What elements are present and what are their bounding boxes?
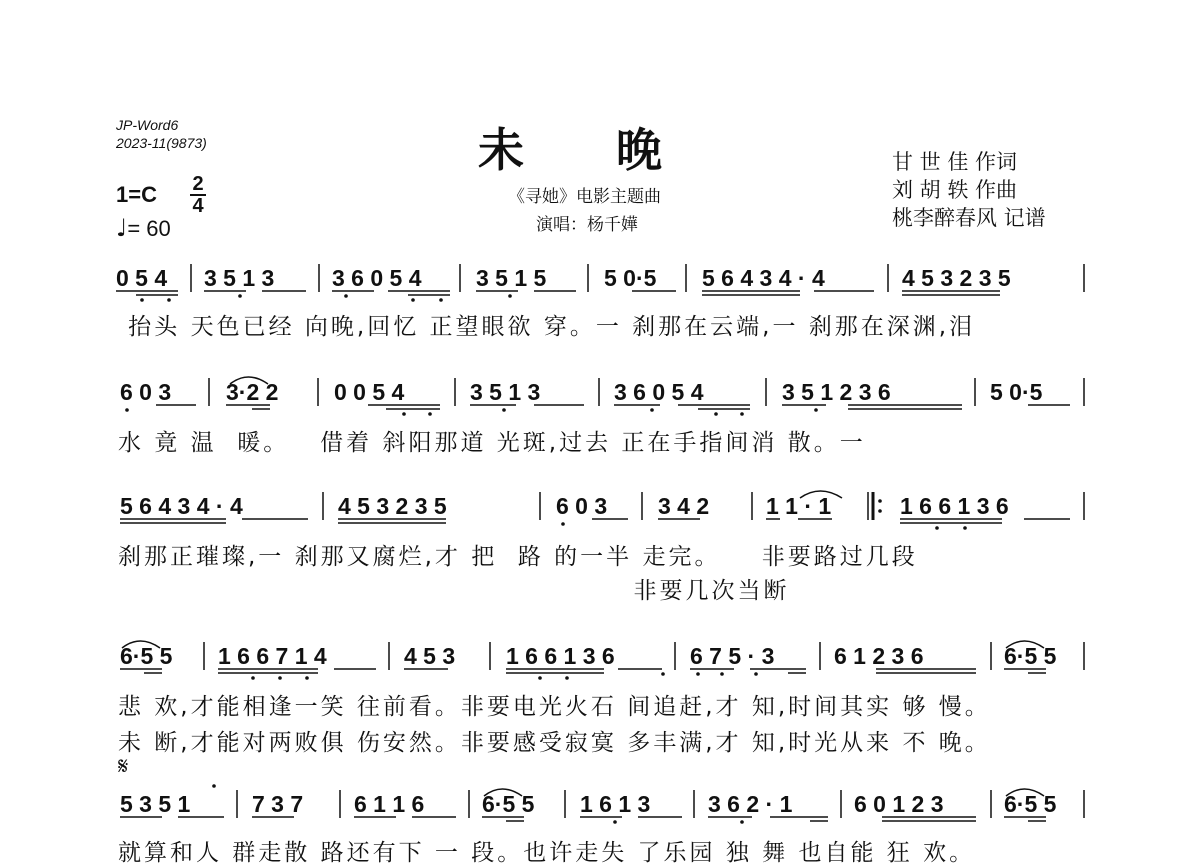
measure-notes: 3 5 1 5 [476, 265, 547, 291]
measure-notes: 1 6 6 7 1 4 [218, 643, 327, 669]
system-1-notes [0, 262, 1200, 302]
measure-notes: 5 6 4 3 4 · 4 [120, 493, 243, 519]
system-2-notes [0, 376, 1200, 416]
measure-notes: 6·5 5 [482, 791, 535, 817]
measure-notes: 5 0·5 [604, 265, 657, 291]
measure-notes: 0 5 4 [116, 265, 168, 291]
key-signature: 1=C [116, 182, 157, 207]
tempo-value: = 60 [127, 216, 171, 241]
software-version: JP-Word6 [116, 117, 179, 133]
measure-notes: 3 6 0 5 4 [332, 265, 422, 291]
segno-icon: 𝄋 [118, 752, 129, 780]
page-title: 未 晚 [478, 123, 662, 177]
measure-notes: 1 6 6 1 3 6 [900, 493, 1009, 519]
measure-notes: 5 6 4 3 4 · 4 [702, 265, 825, 291]
measure-notes: 3 5 1 3 [204, 265, 275, 291]
measure-notes: 3 5 1 2 3 6 [782, 379, 891, 405]
measure-notes: 6·5 5 [1004, 791, 1057, 817]
system-4-notes [0, 640, 1200, 680]
system-2-staff [0, 376, 1200, 416]
measure-notes: 6 0 3 [120, 379, 172, 405]
measure-notes: 1 6 6 1 3 6 [506, 643, 615, 669]
composer-credit: 刘 胡 轶 作曲 [892, 178, 1018, 202]
measure-notes: 6 0 1 2 3 [854, 791, 944, 817]
measure-notes: 3 5 1 3 [470, 379, 541, 405]
tempo-marking [116, 214, 171, 242]
measure-notes: 7 3 7 [252, 791, 304, 817]
quarter-note-icon: ♩ [116, 214, 128, 242]
lyricist-credit: 甘 世 佳 作词 [892, 150, 1018, 174]
system-4-lyrics-line-2: 未 断,才能对两败俱 伤安然。非要感受寂寞 多丰满,才 知,时光从来 不 晚。 [118, 730, 991, 756]
measure-notes: 4 5 3 2 3 5 [338, 493, 447, 519]
measure-notes: 1 6 1 3 [580, 791, 651, 817]
singer: 演唱：杨千嬅 [536, 215, 638, 235]
measure-notes: 3·2 2 [226, 379, 279, 405]
measure-notes: 3 6 2 · 1 [708, 791, 793, 817]
system-3-lyrics-line-1: 刹那正璀璨,一 刹那又腐烂,才 把 路 的一半 走完。 非要路过几段 [118, 544, 918, 570]
measure-notes: 6·5 5 [120, 643, 173, 669]
date-code: 2023-11(9873) [116, 135, 207, 151]
time-denominator: 4 [192, 195, 204, 217]
system-5-staff [0, 788, 1200, 828]
system-3-lyrics-line-2: 非要几次当断 [118, 578, 790, 604]
time-signature [190, 174, 206, 216]
measure-notes: 3 4 2 [658, 493, 710, 519]
system-3-staff [0, 490, 1200, 530]
system-1-staff [0, 262, 1200, 302]
system-1-lyrics: 抬头 天色已经 向晚,回忆 正望眼欲 穿。一 刹那在云端,一 刹那在深渊,泪 [118, 314, 976, 340]
transcriber-credit: 桃李醉春风 记谱 [892, 206, 1046, 230]
measure-notes: 6 1 2 3 6 [834, 643, 924, 669]
system-4-staff [0, 640, 1200, 680]
measure-notes: 3 6 0 5 4 [614, 379, 704, 405]
measure-notes: 6 1 1 6 [354, 791, 425, 817]
measure-notes: 4 5 3 2 3 5 [902, 265, 1011, 291]
measure-notes: 6 0 3 [556, 493, 608, 519]
system-4-lyrics-line-1: 悲 欢,才能相逢一笑 往前看。非要电光火石 间追赶,才 知,时间其实 够 慢。 [118, 694, 991, 720]
measure-notes: 1 1 · 1 [766, 493, 832, 519]
system-2-lyrics: 水 竟 温 暖。 借着 斜阳那道 光斑,过去 正在手指间消 散。一 [118, 430, 866, 456]
measure-notes: 5 0·5 [990, 379, 1043, 405]
system-3-notes [0, 490, 1200, 530]
time-numerator: 2 [192, 173, 204, 195]
subtitle: 《寻她》电影主题曲 [508, 187, 661, 207]
measure-notes: 4 5 3 [404, 643, 456, 669]
measure-notes: 6 7 5 · 3 [690, 643, 775, 669]
system-5-notes [0, 788, 1200, 828]
system-5-lyrics: 就算和人 群走散 路还有下 一 段。也许走失 了乐园 独 舞 也自能 狂 欢。 [118, 840, 976, 866]
measure-notes: 6·5 5 [1004, 643, 1057, 669]
measure-notes: 0 0 5 4 [334, 379, 405, 405]
measure-notes: 5 3 5 1 [120, 791, 191, 817]
